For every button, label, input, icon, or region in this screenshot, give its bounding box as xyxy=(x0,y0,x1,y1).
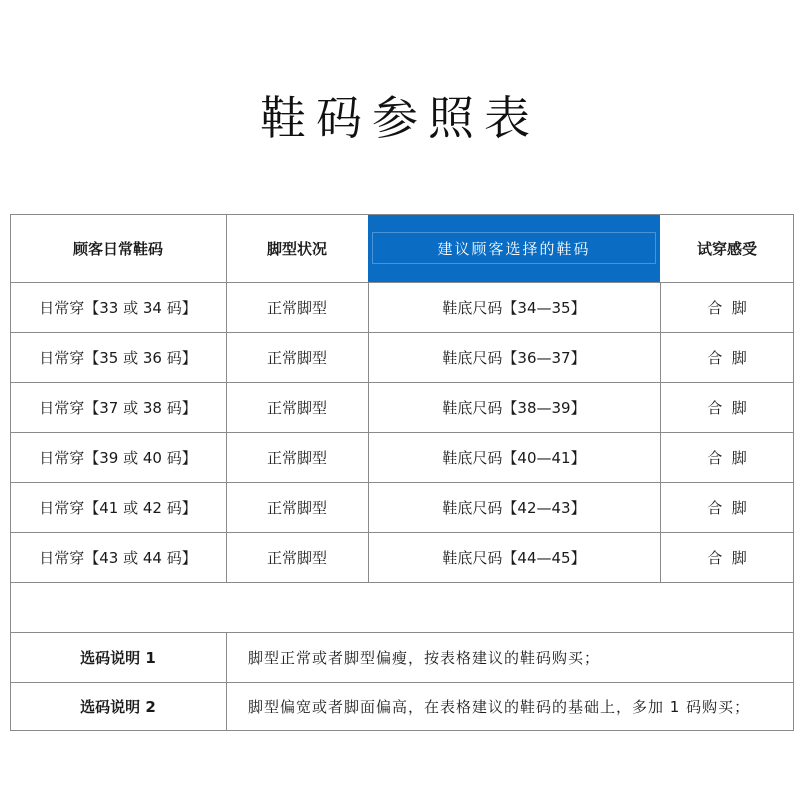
grid-line xyxy=(368,282,369,582)
grid-line xyxy=(10,214,11,731)
grid-line xyxy=(10,482,794,483)
size-chart-table xyxy=(10,214,794,731)
grid-line xyxy=(793,214,794,731)
row-6-daily: 日常穿【43 或 44 码】 xyxy=(39,548,197,567)
note-2-text: 脚型偏宽或者脚面偏高，在表格建议的鞋码的基础上，多加 1 码购买； xyxy=(248,698,751,716)
note-2-label: 选码说明 2 xyxy=(80,698,156,716)
row-1-shape: 正常脚型 xyxy=(266,298,327,317)
grid-line xyxy=(660,282,661,582)
grid-line xyxy=(10,214,794,215)
row-4-shape: 正常脚型 xyxy=(266,448,327,467)
row-5-daily: 日常穿【41 或 42 码】 xyxy=(39,498,197,517)
row-2-fit: 合 脚 xyxy=(707,348,747,367)
header-suggested-size-label: 建议顾客选择的鞋码 xyxy=(372,232,656,264)
row-2-suggested: 鞋底尺码【36—37】 xyxy=(442,348,586,367)
header-suggested-size xyxy=(368,214,660,282)
row-5-shape: 正常脚型 xyxy=(266,498,327,517)
grid-line xyxy=(10,432,794,433)
page-title: 鞋码参照表 xyxy=(260,91,540,145)
blank-row xyxy=(10,582,794,632)
row-4-fit: 合 脚 xyxy=(707,448,747,467)
row-1-daily: 日常穿【33 或 34 码】 xyxy=(39,298,197,317)
row-1-suggested: 鞋底尺码【34—35】 xyxy=(442,298,586,317)
row-6-shape: 正常脚型 xyxy=(266,548,327,567)
grid-line xyxy=(10,730,794,731)
row-2-daily: 日常穿【35 或 36 码】 xyxy=(39,348,197,367)
header-fit-feeling: 试穿感受 xyxy=(696,239,757,258)
row-3-fit: 合 脚 xyxy=(707,398,747,417)
grid-line xyxy=(10,532,794,533)
row-3-shape: 正常脚型 xyxy=(266,398,327,417)
grid-line xyxy=(10,582,794,583)
row-4-suggested: 鞋底尺码【40—41】 xyxy=(442,448,586,467)
note-1-label: 选码说明 1 xyxy=(80,648,156,667)
grid-line xyxy=(10,682,794,683)
grid-line xyxy=(10,382,794,383)
row-6-suggested: 鞋底尺码【44—45】 xyxy=(442,548,586,567)
row-5-suggested: 鞋底尺码【42—43】 xyxy=(442,498,586,517)
row-5-fit: 合 脚 xyxy=(707,498,747,517)
row-2-shape: 正常脚型 xyxy=(266,348,327,367)
row-4-daily: 日常穿【39 或 40 码】 xyxy=(39,448,197,467)
note-1-text: 脚型正常或者脚型偏瘦，按表格建议的鞋码购买； xyxy=(248,648,601,667)
grid-line xyxy=(10,282,794,283)
header-foot-shape: 脚型状况 xyxy=(266,239,327,258)
header-daily-size: 顾客日常鞋码 xyxy=(72,239,163,258)
row-3-suggested: 鞋底尺码【38—39】 xyxy=(442,398,586,417)
grid-line xyxy=(10,632,794,633)
row-1-fit: 合 脚 xyxy=(707,298,747,317)
row-6-fit: 合 脚 xyxy=(707,548,747,567)
grid-line xyxy=(226,632,227,731)
row-3-daily: 日常穿【37 或 38 码】 xyxy=(39,398,197,417)
grid-line xyxy=(226,214,227,582)
grid-line xyxy=(10,332,794,333)
